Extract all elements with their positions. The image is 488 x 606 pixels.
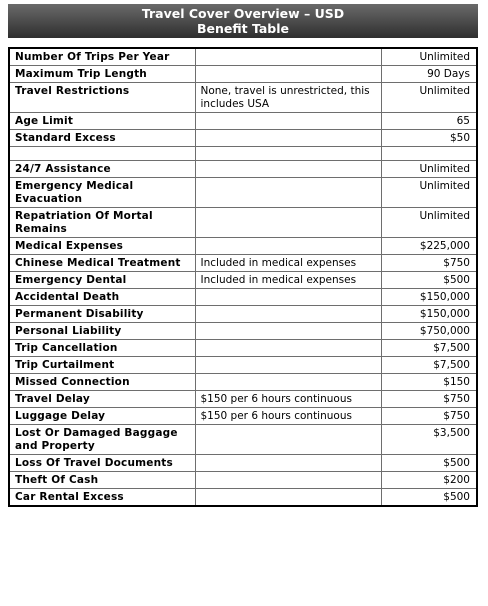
benefit-notes: None, travel is unrestricted, this includes USA (195, 83, 381, 113)
benefit-value: $500 (381, 455, 477, 472)
benefit-value: Unlimited (381, 83, 477, 113)
benefit-name: Car Rental Excess (9, 489, 195, 507)
table-row (9, 391, 477, 408)
benefit-name: Trip Cancellation (9, 340, 195, 357)
spacer-cell (381, 147, 477, 161)
table-row (9, 255, 477, 272)
benefit-name: Permanent Disability (9, 306, 195, 323)
benefit-notes (195, 48, 381, 66)
benefit-name: Travel Restrictions (9, 83, 195, 113)
benefit-value: $750,000 (381, 323, 477, 340)
benefit-notes (195, 489, 381, 507)
benefit-value: $750 (381, 255, 477, 272)
benefit-notes (195, 323, 381, 340)
spacer-row (9, 147, 477, 161)
benefit-notes: Included in medical expenses (195, 255, 381, 272)
benefit-notes (195, 238, 381, 255)
benefit-value: $3,500 (381, 425, 477, 455)
benefit-notes (195, 306, 381, 323)
benefit-value: $7,500 (381, 340, 477, 357)
benefit-value: $150 (381, 374, 477, 391)
table-row (9, 323, 477, 340)
benefit-notes (195, 178, 381, 208)
benefit-value: $200 (381, 472, 477, 489)
benefit-notes: $150 per 6 hours continuous (195, 408, 381, 425)
table-row (9, 66, 477, 83)
benefit-notes (195, 357, 381, 374)
table-row (9, 48, 477, 66)
benefit-value: $225,000 (381, 238, 477, 255)
benefit-value: 65 (381, 113, 477, 130)
benefit-table-body (9, 48, 477, 506)
benefit-value: $50 (381, 130, 477, 147)
benefit-name: Theft Of Cash (9, 472, 195, 489)
benefit-value: Unlimited (381, 48, 477, 66)
benefit-notes (195, 374, 381, 391)
table-row (9, 130, 477, 147)
benefit-name: Chinese Medical Treatment (9, 255, 195, 272)
benefit-name: Number Of Trips Per Year (9, 48, 195, 66)
table-row (9, 161, 477, 178)
benefit-value: $150,000 (381, 289, 477, 306)
benefit-name: Loss Of Travel Documents (9, 455, 195, 472)
benefit-name: Emergency Medical Evacuation (9, 178, 195, 208)
benefit-notes (195, 289, 381, 306)
table-row (9, 489, 477, 507)
benefit-notes (195, 208, 381, 238)
table-row (9, 289, 477, 306)
benefit-name: Personal Liability (9, 323, 195, 340)
benefit-name: Maximum Trip Length (9, 66, 195, 83)
benefit-name: Repatriation Of Mortal Remains (9, 208, 195, 238)
benefit-notes (195, 113, 381, 130)
benefit-notes (195, 340, 381, 357)
benefit-name: Trip Curtailment (9, 357, 195, 374)
benefit-notes: Included in medical expenses (195, 272, 381, 289)
benefit-value: $150,000 (381, 306, 477, 323)
benefit-name: Accidental Death (9, 289, 195, 306)
benefit-table (8, 47, 478, 507)
header-subtitle: Benefit Table (196, 21, 290, 36)
table-row (9, 83, 477, 113)
table-row (9, 425, 477, 455)
table-row (9, 306, 477, 323)
benefit-name: Travel Delay (9, 391, 195, 408)
benefit-name: Standard Excess (9, 130, 195, 147)
benefit-name: Age Limit (9, 113, 195, 130)
table-row (9, 238, 477, 255)
table-row (9, 272, 477, 289)
table-header (8, 4, 478, 38)
benefit-value: $750 (381, 408, 477, 425)
table-row (9, 340, 477, 357)
benefit-name: Emergency Dental (9, 272, 195, 289)
table-row (9, 208, 477, 238)
benefit-name: Medical Expenses (9, 238, 195, 255)
benefit-value: $500 (381, 489, 477, 507)
benefit-value: $750 (381, 391, 477, 408)
benefit-notes (195, 66, 381, 83)
benefit-value: $500 (381, 272, 477, 289)
benefit-value: $7,500 (381, 357, 477, 374)
benefit-value: 90 Days (381, 66, 477, 83)
benefit-value: Unlimited (381, 161, 477, 178)
table-row (9, 178, 477, 208)
benefit-value: Unlimited (381, 208, 477, 238)
benefit-name: Missed Connection (9, 374, 195, 391)
benefit-value: Unlimited (381, 178, 477, 208)
benefit-notes (195, 161, 381, 178)
benefit-notes: $150 per 6 hours continuous (195, 391, 381, 408)
spacer-cell (9, 147, 195, 161)
table-row (9, 374, 477, 391)
benefit-notes (195, 425, 381, 455)
table-row (9, 113, 477, 130)
table-row (9, 472, 477, 489)
benefit-name: 24/7 Assistance (9, 161, 195, 178)
benefit-name: Lost Or Damaged Baggage and Property (9, 425, 195, 455)
table-row (9, 455, 477, 472)
spacer-cell (195, 147, 381, 161)
benefit-name: Luggage Delay (9, 408, 195, 425)
benefit-notes (195, 130, 381, 147)
benefit-notes (195, 455, 381, 472)
header-title: Travel Cover Overview – USD (141, 6, 345, 21)
table-row (9, 408, 477, 425)
table-row (9, 357, 477, 374)
benefit-notes (195, 472, 381, 489)
